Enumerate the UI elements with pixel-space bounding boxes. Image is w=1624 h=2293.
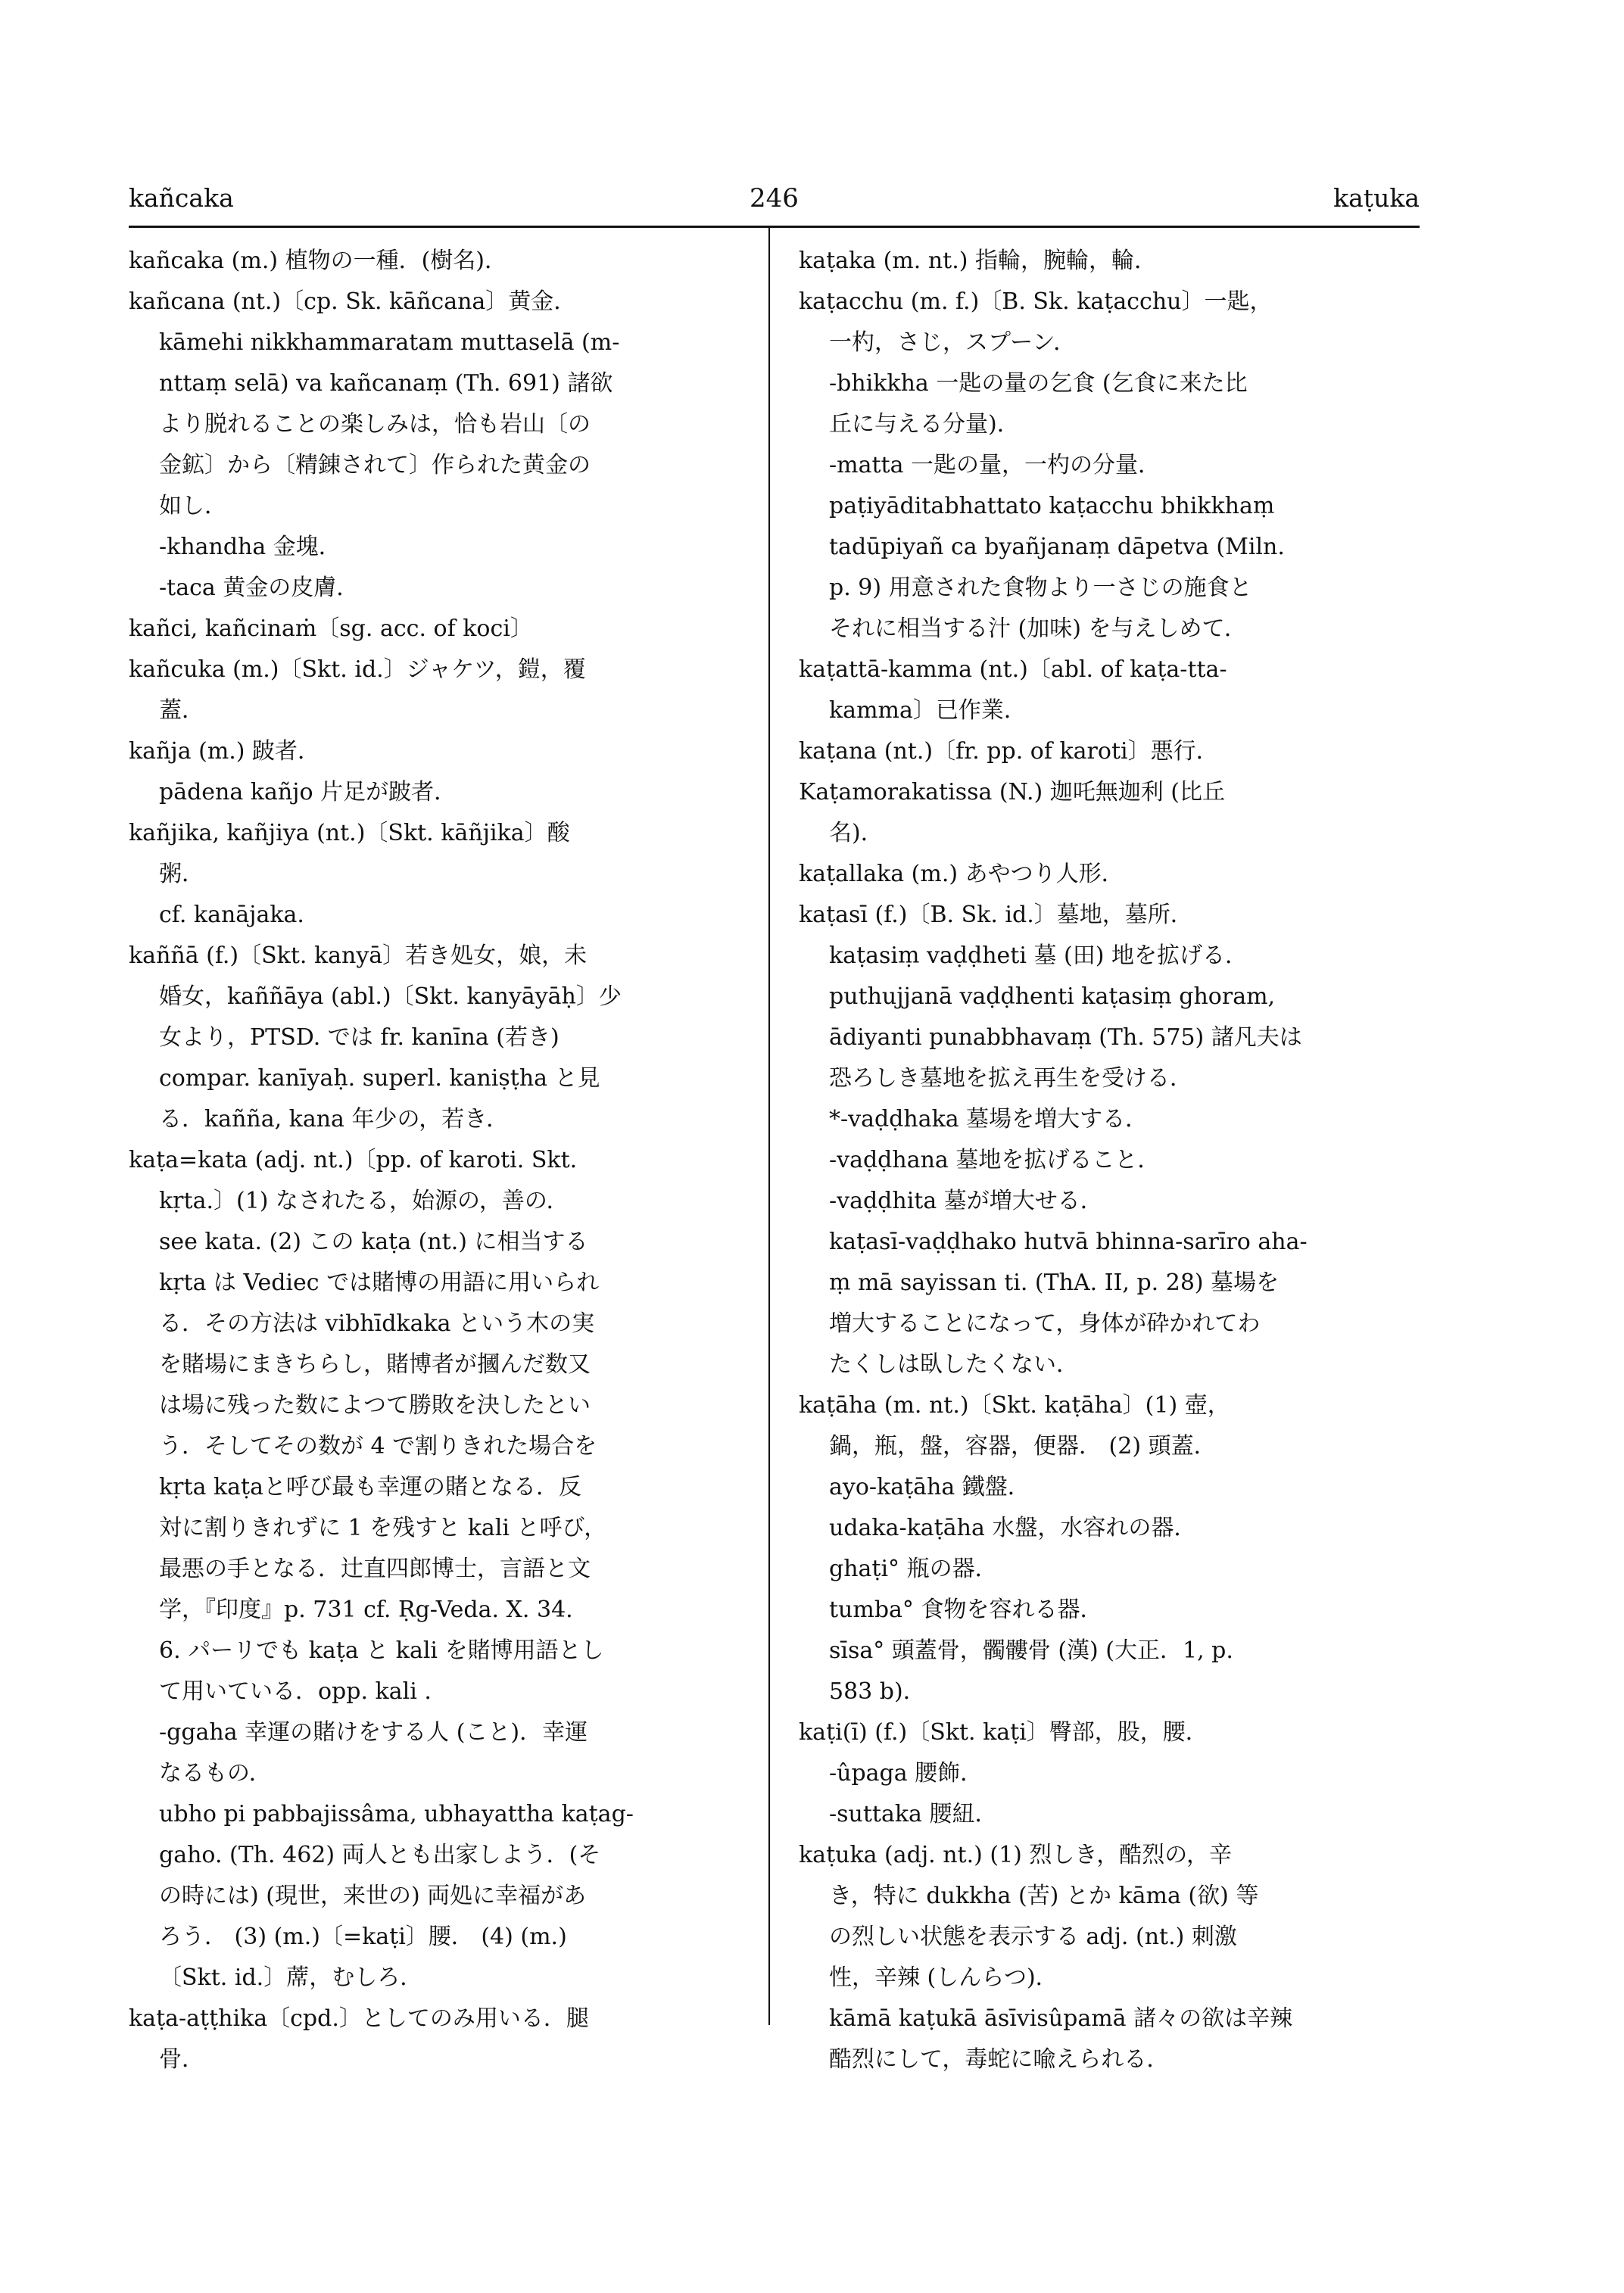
entry-line: kamma〕已作業． <box>829 697 1027 724</box>
entry-line: る．kañña, kana 年少の，若き． <box>159 1106 510 1132</box>
entry-line: compar. kanīyaḥ. superl. kaniṣṭha と見 <box>159 1065 600 1092</box>
entry-line: 女より，PTSD. では fr. kanīna (若き) <box>159 1024 560 1051</box>
headword-line: kaṭasī (f.)〔B. Sk. id.〕墓地，墓所． <box>799 902 1193 928</box>
entry-line: る．その方法は vibhīdkaka という木の実 <box>159 1310 595 1337</box>
entry-line: なるもの． <box>159 1760 272 1787</box>
entry-line: -ûpaga 腰飾． <box>829 1760 983 1787</box>
guide-word-right: kaṭuka <box>1333 183 1420 213</box>
entry-line: 583 b)． <box>829 1678 926 1705</box>
entry-line: の烈しい状態を表示する adj. (nt.) 刺激 <box>829 1924 1237 1950</box>
entry-line: 金鉱〕から〔精錬されて〕作られた黄金の <box>159 452 591 478</box>
headword-line: kaṭana (nt.)〔fr. pp. of karoti〕悪行． <box>799 738 1219 765</box>
entry-line: ayo-kaṭāha 鐵盤． <box>829 1474 1030 1500</box>
entry-line: より脱れることの楽しみは，恰も岩山〔の <box>159 411 591 438</box>
entry-line: う．そしてその数が 4 で割りきれた場合を <box>159 1433 597 1460</box>
entry-line: 婚女，kaññāya (abl.)〔Skt. kanyāyāḥ〕少 <box>159 983 622 1010</box>
entry-line: 恐ろしき墓地を拡え再生を受ける． <box>829 1065 1192 1092</box>
entry-line: 蓋． <box>159 697 204 724</box>
entry-line: kṛta.〕(1) なされたる，始源の，善の． <box>159 1188 569 1214</box>
entry-line: -bhikkha 一匙の量の乞食 (乞食に来た比 <box>829 370 1248 397</box>
entry-line: p. 9) 用意された食物より一さじの施食と <box>829 575 1252 601</box>
header-rule <box>129 226 1420 228</box>
headword-line: kañja (m.) 跛者． <box>129 738 321 765</box>
entry-line: -matta 一匙の量，一杓の分量． <box>829 452 1161 478</box>
entry-line: gaho. (Th. 462) 両人とも出家しよう．(そ <box>159 1842 601 1868</box>
entry-line: 名)． <box>829 820 884 846</box>
entry-line: tumba° 食物を容れる器． <box>829 1597 1103 1623</box>
entry-line: pādena kañjo 片足が跛者． <box>159 779 457 805</box>
entry-line: kṛta は Vediec では賭博の用語に用いられ <box>159 1270 600 1296</box>
headword-line: kañcana (nt.)〔cp. Sk. kāñcana〕黄金． <box>129 288 577 315</box>
entry-line: を賭場にまきちらし，賭博者が摑んだ数又 <box>159 1351 591 1378</box>
entry-line: -taca 黄金の皮膚． <box>159 575 360 601</box>
headword-line: kaṭa=kata (adj. nt.)〔pp. of karoti. Skt. <box>129 1147 578 1173</box>
entry-line: 6. パーリでも kaṭa と kali を賭博用語とし <box>159 1637 604 1664</box>
entry-line: kāmehi nikkhammaratam muttaselā (m- <box>159 329 620 356</box>
entry-line: 対に割りきれずに 1 を残すと kali と呼び， <box>159 1515 607 1541</box>
headword-line: kaṭi(ī) (f.)〔Skt. kaṭi〕臀部，股，腰． <box>799 1719 1208 1746</box>
entry-line: kaṭasī-vaḍḍhako hutvā bhinna-sarīro aha- <box>829 1229 1308 1255</box>
entry-line: それに相当する汁 (加味) を与えしめて． <box>829 615 1247 642</box>
entry-line: 一杓，さじ，スプーン． <box>829 329 1077 356</box>
entry-line: の時には) (現世，来世の) 両処に幸福があ <box>159 1883 587 1909</box>
headword-line: Kaṭamorakatissa (N.) 迦吒無迦利 (比丘 <box>799 779 1225 805</box>
entry-line: see kata. (2) この kaṭa (nt.) に相当する <box>159 1229 588 1255</box>
entry-line: 丘に与える分量)． <box>829 411 1020 438</box>
page-number: 246 <box>750 183 799 213</box>
entry-line: 骨． <box>159 2046 204 2073</box>
headword-line: kaṭāha (m. nt.)〔Skt. kaṭāha〕(1) 壺， <box>799 1392 1230 1419</box>
entry-line: nttaṃ selā) va kañcanaṃ (Th. 691) 諸欲 <box>159 370 613 397</box>
entry-line: ghaṭi° 瓶の器． <box>829 1556 998 1582</box>
left-column <box>129 241 750 2080</box>
entry-line: -vaḍḍhita 墓が増大せる． <box>829 1188 1103 1214</box>
entry-line: 増大することになって，身体が砕かれてわ <box>829 1310 1261 1337</box>
entry-line: -vaḍḍhana 墓地を拡げること． <box>829 1147 1161 1173</box>
entry-line: ṃ mā sayissan ti. (ThA. II, p. 28) 墓場を <box>829 1270 1280 1296</box>
entry-line: udaka-kaṭāha 水盤，水容れの器． <box>829 1515 1197 1541</box>
column-divider <box>768 227 770 2025</box>
entry-line: cf. kanājaka. <box>159 902 304 928</box>
guide-word-left: kañcaka <box>129 183 234 213</box>
headword-line: kaṭallaka (m.) あやつり人形． <box>799 861 1124 887</box>
headword-line: kañci, kañcinaṁ〔sg. acc. of koci〕 <box>129 615 533 642</box>
entry-line: kṛta kaṭaと呼び最も幸運の賭となる．反 <box>159 1474 582 1500</box>
entry-line: は場に残った数によつて勝敗を決したとい <box>159 1392 591 1419</box>
entry-line: ubho pi pabbajissâma, ubhayattha kaṭag- <box>159 1801 634 1827</box>
entry-line: て用いている．opp. kali . <box>159 1678 432 1705</box>
entry-line: -suttaka 腰紐． <box>829 1801 998 1827</box>
entry-line: 性，辛辣 (しんらつ)． <box>829 1964 1058 1991</box>
running-header <box>129 183 1420 226</box>
headword-line: kaṭattā-kamma (nt.)〔abl. of kaṭa-tta- <box>799 656 1227 683</box>
entry-line: 鍋，瓶，盤，容器，便器． (2) 頭蓋． <box>829 1433 1217 1460</box>
entry-line: -ggaha 幸運の賭けをする人 (こと)．幸運 <box>159 1719 588 1746</box>
entry-line: kaṭasiṃ vaḍḍheti 墓 (田) 地を拡げる． <box>829 942 1248 969</box>
headword-line: kaṭacchu (m. f.)〔B. Sk. kaṭacchu〕一匙， <box>799 288 1273 315</box>
entry-line: たくしは臥したくない． <box>829 1351 1079 1378</box>
entry-line: 粥． <box>159 861 204 887</box>
entry-line: puthujjanā vaḍḍhenti kaṭasiṃ ghoram, <box>829 983 1276 1010</box>
headword-line: kaṭa-aṭṭhika〔cpd.〕としてのみ用いる．腿 <box>129 2005 589 2032</box>
entry-line: ろう． (3) (m.)〔=kaṭi〕腰． (4) (m.) <box>159 1924 567 1950</box>
entry-line: 最悪の手となる．辻直四郎博士，言語と文 <box>159 1556 591 1582</box>
headword-line: kañcuka (m.)〔Skt. id.〕ジャケツ，鎧，覆 <box>129 656 586 683</box>
headword-line: kaññā (f.)〔Skt. kanyā〕若き処女，娘，未 <box>129 942 588 969</box>
entry-line: sīsa° 頭蓋骨，髑髏骨 (漢) (大正．1, p. <box>829 1637 1233 1664</box>
entry-line: -khandha 金塊． <box>159 534 341 560</box>
entry-line: ādiyanti punabbhavaṃ (Th. 575) 諸凡夫は <box>829 1024 1302 1051</box>
headword-line: kaṭuka (adj. nt.) (1) 烈しき，酷烈の，辛 <box>799 1842 1232 1868</box>
entry-line: 〔Skt. id.〕蓆，むしろ． <box>159 1964 423 1991</box>
entry-line: paṭiyāditabhattato kaṭacchu bhikkhaṃ <box>829 493 1275 519</box>
headword-line: kañcaka (m.) 植物の一種．(樹名)． <box>129 248 508 274</box>
right-column <box>799 241 1420 2080</box>
entry-line: 学，『印度』p. 731 cf. Ṛg-Veda. X. 34. <box>159 1597 573 1623</box>
entry-line: *-vaḍḍhaka 墓場を増大する． <box>829 1106 1149 1132</box>
entry-line: tadūpiyañ ca byañjanaṃ dāpetva (Miln. <box>829 534 1285 560</box>
headword-line: kaṭaka (m. nt.) 指輪，腕輪，輪． <box>799 248 1157 274</box>
entry-line: き，特に dukkha (苦) とか kāma (欲) 等 <box>829 1883 1259 1909</box>
entry-line: 酷烈にして，毒蛇に喩えられる． <box>829 2046 1170 2073</box>
entry-line: 如し． <box>159 493 227 519</box>
headword-line: kañjika, kañjiya (nt.)〔Skt. kāñjika〕酸 <box>129 820 570 846</box>
entry-line: kāmā kaṭukā āsīvisûpamā 諸々の欲は辛辣 <box>829 2005 1293 2032</box>
